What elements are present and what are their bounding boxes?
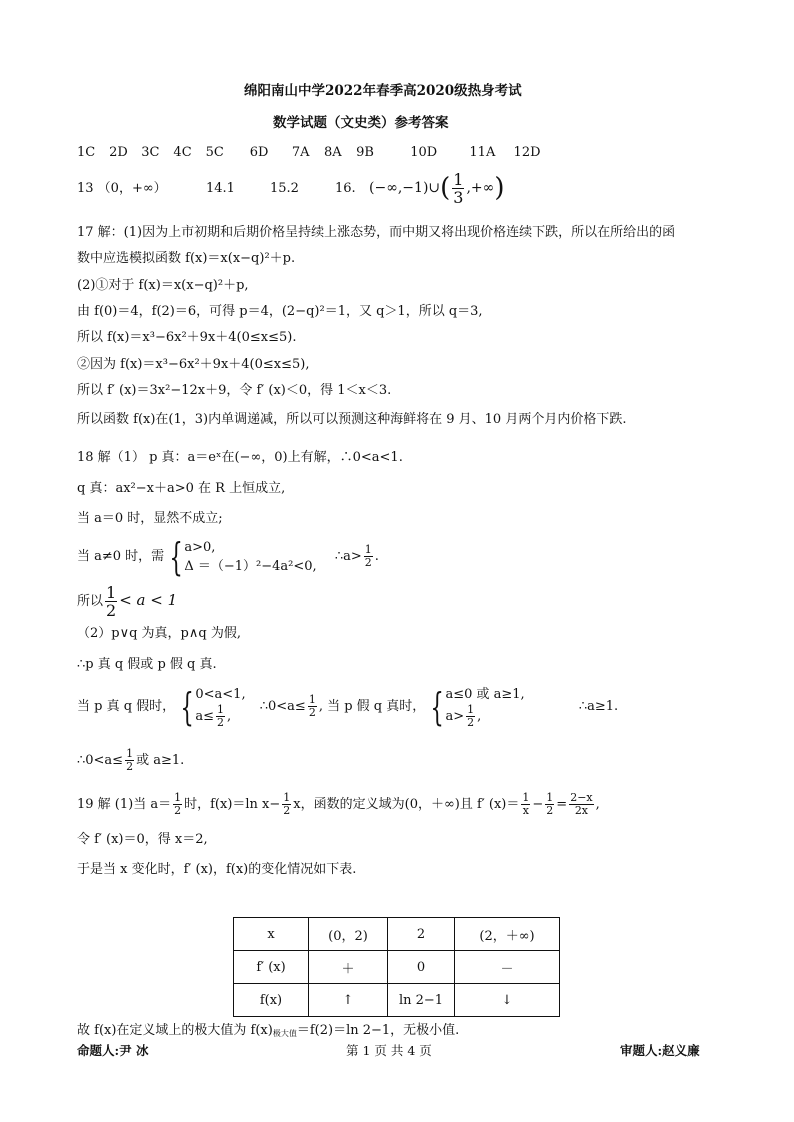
answer-16-left: (−∞,−1)∪ bbox=[369, 180, 441, 196]
q19-fraction-2-den: 2 bbox=[283, 804, 291, 817]
q17-line-7: 所以 f′ (x)＝3x²−12x＋9，令 f′ (x)＜0，得 1＜x＜3. bbox=[77, 383, 392, 398]
q18-line-9-fraction bbox=[125, 748, 134, 773]
q18-system-3-row-1: a≤0 或 a≥1, bbox=[445, 686, 525, 702]
footer-reviewer: 审题人:赵义廉 bbox=[620, 1043, 700, 1058]
q18-system-3 bbox=[445, 685, 524, 729]
q19-line-1-prefix: 19 解 (1)当 a＝ bbox=[77, 797, 172, 812]
q19-line-4 bbox=[77, 1023, 459, 1042]
right-paren-icon: ) bbox=[494, 173, 505, 203]
q19-fraction-1-den: 2 bbox=[174, 804, 182, 817]
answer-2: 2D bbox=[109, 145, 128, 160]
q18-system-3-den: 2 bbox=[467, 715, 475, 729]
answer-9: 9B bbox=[356, 145, 374, 160]
q18-line-6: （2）p∨q 为真，p∧q 为假, bbox=[77, 626, 241, 641]
q17-line-3: (2)①对于 f(x)＝x(x−q)²＋p, bbox=[77, 278, 249, 293]
q18-line-2: q 真：ax²−x＋a>0 在 R 上恒成立, bbox=[77, 481, 286, 496]
answer-6: 6D bbox=[249, 145, 269, 160]
q18-line-4-end: . bbox=[374, 549, 379, 564]
q17-line-1: 17 解：(1)因为上市初期和后期价格呈持续上涨态势，而中期又将出现价格连续下跌，所以在所给出的函 bbox=[77, 225, 676, 240]
q18-system-2-row-1: 0<a<1, bbox=[195, 686, 246, 702]
q17-line-8: 所以函数 f(x)在(1，3)内单调递减，所以可以预测这种海鲜将在 9 月、10 月两个月内价格下跌. bbox=[77, 412, 627, 427]
q18-line-4-den: 2 bbox=[364, 556, 372, 569]
q18-line-5-inequality: < a < 1 bbox=[119, 591, 178, 609]
answer-5: 5C bbox=[205, 145, 224, 160]
q18-line-4-num: 1 bbox=[364, 543, 372, 556]
q19-fraction-1 bbox=[173, 792, 182, 817]
q19-fraction-3 bbox=[521, 792, 530, 817]
table-cell: ln 2−1 bbox=[388, 984, 455, 1017]
q19-fraction-2-num: 1 bbox=[283, 791, 291, 804]
table-cell: f(x) bbox=[234, 984, 309, 1017]
q18-system-3-row-2-b: , bbox=[477, 708, 482, 724]
answer-12: 12D bbox=[513, 145, 541, 160]
q19-line-1-end: , bbox=[595, 797, 600, 812]
q18-line-4-prefix: 当 a≠0 时，需 bbox=[77, 549, 165, 564]
footer-page-number: 第 1 页 共 4 页 bbox=[346, 1043, 432, 1058]
q18-line-3: 当 a＝0 时，显然不成立; bbox=[77, 511, 223, 526]
q18-line-5-fraction bbox=[105, 584, 117, 619]
q18-line-9-den: 2 bbox=[126, 760, 134, 773]
q19-fraction-5-num: 2−x bbox=[570, 791, 593, 804]
q18-line-9-prefix: ∴0<a≤ bbox=[77, 753, 124, 768]
q17-line-5: 所以 f(x)＝x³−6x²＋9x＋4(0≤x≤5). bbox=[77, 330, 297, 345]
answer-13: 13 （0，+∞） bbox=[77, 181, 167, 196]
q18-line-8-num: 1 bbox=[308, 693, 316, 706]
answer-15: 15.2 bbox=[270, 181, 299, 196]
q18-system-2-row-2-a: a≤ bbox=[195, 708, 215, 724]
table-cell: ＋ bbox=[309, 951, 388, 984]
q18-line-1: 18 解（1） p 真：a＝eˣ在(−∞，0)上有解，∴0<a<1. bbox=[77, 450, 403, 465]
answer-16-den: 3 bbox=[453, 187, 464, 207]
q18-system-2 bbox=[195, 685, 245, 729]
table-cell: (2，＋∞) bbox=[455, 918, 560, 951]
q18-line-5-prefix: 所以 bbox=[77, 594, 104, 609]
q19-fraction-3-num: 1 bbox=[522, 791, 530, 804]
q19-fraction-5-den: 2x bbox=[574, 804, 589, 817]
subject-title: 数学试题（文史类）参考答案 bbox=[273, 115, 449, 131]
table-cell: ↑ bbox=[309, 984, 388, 1017]
answer-16-fraction bbox=[452, 171, 464, 206]
q18-line-8-end: ∴a≥1. bbox=[578, 699, 619, 714]
q18-line-8-fraction bbox=[308, 694, 317, 719]
q19-fraction-2 bbox=[282, 792, 291, 817]
q18-line-8-mid: ∴0<a≤ bbox=[259, 699, 306, 714]
q18-line-8-mid-2: , 当 p 假 q 真时， bbox=[318, 699, 426, 714]
answer-7: 7A bbox=[291, 145, 310, 160]
choice-answers bbox=[77, 145, 541, 161]
q19-fraction-5 bbox=[569, 792, 593, 817]
q18-line-4-result: ∴a> bbox=[334, 549, 362, 564]
q19-line-4-subscript: 极大值 bbox=[272, 1029, 297, 1038]
q17-line-2: 数中应选模拟函数 f(x)＝x(x−q)²＋p. bbox=[77, 251, 296, 266]
q18-line-5-den: 2 bbox=[106, 601, 117, 620]
table-cell: (0，2) bbox=[309, 918, 388, 951]
table-row bbox=[234, 918, 560, 951]
table-row bbox=[234, 984, 560, 1017]
q18-line-8-prefix: 当 p 真 q 假时， bbox=[77, 699, 176, 714]
q18-system-3-row-2-a: a> bbox=[445, 708, 465, 724]
q19-line-4-post: ＝f(2)＝ln 2−1，无极小值. bbox=[296, 1023, 460, 1038]
q18-system-2-den: 2 bbox=[217, 715, 225, 729]
q19-line-2: 令 f′ (x)＝0，得 x＝2, bbox=[77, 832, 208, 847]
table-cell: f′ (x) bbox=[234, 951, 309, 984]
table-cell: － bbox=[455, 951, 560, 984]
q18-system-1-row-2: Δ ＝（−1）²−4a²<0, bbox=[184, 558, 317, 574]
left-paren-icon: ( bbox=[440, 173, 451, 203]
q18-line-9-num: 1 bbox=[126, 747, 134, 760]
q19-fraction-4 bbox=[545, 792, 554, 817]
table-row bbox=[234, 951, 560, 984]
q18-system-2-num: 1 bbox=[217, 702, 225, 716]
q18-line-5 bbox=[77, 584, 177, 619]
q18-system-3-fraction bbox=[466, 704, 475, 729]
answer-1: 1C bbox=[77, 145, 96, 160]
q19-line-1-eq: = bbox=[556, 797, 568, 812]
q18-line-4 bbox=[77, 535, 379, 579]
answer-16-right: ,+∞ bbox=[466, 180, 495, 196]
q19-fraction-4-num: 1 bbox=[546, 791, 554, 804]
q18-system-3-num: 1 bbox=[467, 702, 475, 716]
q18-system-1 bbox=[184, 538, 316, 576]
q19-line-1-mid-2: x，函数的定义域为(0，＋∞)且 f′ (x)＝ bbox=[293, 797, 520, 812]
school-title: 绵阳南山中学2022年春季高2020级热身考试 bbox=[244, 83, 522, 99]
q19-fraction-3-den: x bbox=[522, 804, 529, 817]
q18-line-9 bbox=[77, 744, 184, 778]
variation-table bbox=[233, 917, 560, 1017]
q18-line-7: ∴p 真 q 假或 p 假 q 真. bbox=[77, 657, 217, 672]
answer-16-label: 16. bbox=[335, 181, 356, 196]
q18-system-1-row-1: a>0, bbox=[184, 539, 216, 555]
answer-11: 11A bbox=[469, 145, 496, 160]
q18-system-3-row-2 bbox=[445, 704, 524, 729]
answer-14: 14.1 bbox=[206, 181, 235, 196]
table-cell: ↓ bbox=[455, 984, 560, 1017]
q18-system-2-fraction bbox=[216, 704, 225, 729]
q19-fraction-1-num: 1 bbox=[174, 791, 182, 804]
q19-fraction-4-den: 2 bbox=[546, 804, 554, 817]
table-cell: 2 bbox=[388, 918, 455, 951]
answer-10: 10D bbox=[410, 145, 438, 160]
q19-line-1 bbox=[77, 788, 600, 822]
answer-16-num: 1 bbox=[453, 169, 464, 189]
q18-system-2-row-2-b: , bbox=[227, 708, 232, 724]
q19-line-1-mid: 时，f(x)＝ln x− bbox=[184, 797, 281, 812]
q18-line-8-den: 2 bbox=[308, 706, 316, 719]
q19-line-3: 于是当 x 变化时，f′ (x)，f(x)的变化情况如下表. bbox=[77, 862, 357, 877]
table-cell: 0 bbox=[388, 951, 455, 984]
q18-line-8 bbox=[77, 680, 618, 734]
q17-line-4: 由 f(0)＝4，f(2)＝6，可得 p＝4，(2−q)²＝1，又 q＞1，所以 q＝3, bbox=[77, 304, 483, 319]
q18-line-9-post: 或 a≥1. bbox=[136, 753, 185, 768]
left-brace-icon: { bbox=[169, 534, 183, 579]
q19-line-4-prefix: 故 f(x)在定义域上的极大值为 f(x) bbox=[77, 1023, 273, 1038]
left-brace-icon-2: { bbox=[180, 684, 194, 729]
q18-system-2-row-2 bbox=[195, 704, 245, 729]
footer-author: 命题人:尹 冰 bbox=[77, 1043, 149, 1058]
table-cell: x bbox=[234, 918, 309, 951]
q19-line-1-minus: − bbox=[532, 797, 544, 812]
q18-line-4-fraction bbox=[364, 544, 373, 569]
answer-3: 3C bbox=[141, 145, 160, 160]
answer-4: 4C bbox=[173, 145, 192, 160]
q18-line-5-num: 1 bbox=[106, 583, 117, 602]
q17-line-6: ②因为 f(x)＝x³−6x²＋9x＋4(0≤x≤5), bbox=[77, 357, 310, 372]
answer-16-expression bbox=[369, 170, 504, 206]
left-brace-icon-3: { bbox=[430, 684, 445, 729]
answer-8: 8A bbox=[323, 145, 342, 160]
